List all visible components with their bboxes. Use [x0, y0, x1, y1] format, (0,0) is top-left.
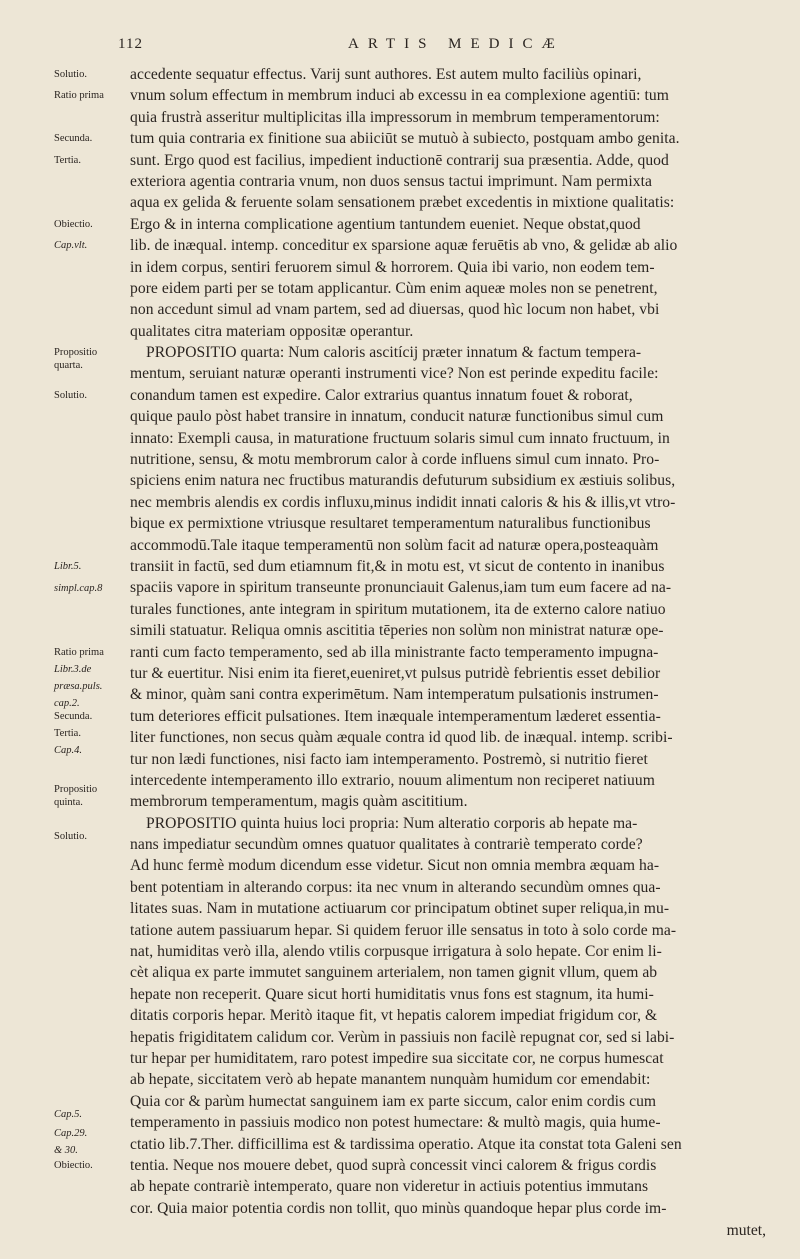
text-line: litates suas. Nam in mutatione actiuarum cor principatum obtinet super reliqua,in mu-	[130, 900, 670, 918]
margin-note: simpl.cap.8	[54, 582, 103, 594]
text-line: simili statuatur. Reliqua omnis ascititia tēperies non solùm non ministrat naturæ ope-	[130, 622, 664, 640]
text-line: cor. Quia maior potentia cordis non tollit, quo minùs quandoque hepar plus corde im-	[130, 1199, 667, 1217]
body-text	[130, 64, 766, 1219]
text-line: bique ex permixtione vtriusque resultaret temperamentum naturalibus functionibus	[130, 515, 651, 533]
text-line: tum quia contraria ex finitione sua abiiciūt se mutuò à subiecto, postquam ambo genita.	[130, 130, 680, 148]
text-line: spaciis vapore in spiritum transeunte pronunciauit Galenus,iam tum eum facere ad na-	[130, 579, 672, 597]
text-line: nutritione, sensu, & motu membrorum calor à corde influens simul cum innato. Pro-	[130, 451, 660, 469]
margin-note: præsa.puls.	[54, 681, 103, 693]
text-line: membrorum temperamentum, magis quàm ascititium.	[130, 793, 468, 811]
text-line: liter functiones, non secus quàm æquale contra id quod lib. de inæqual. intemp. scribi-	[130, 729, 673, 747]
text-line: innato: Exempli causa, in maturatione fructuum solaris simul cum innato fructuum, in	[130, 429, 670, 447]
text-line: Ad hunc fermè modum dicendum esse videtur. Sicut non omnia membra æquam ha-	[130, 857, 660, 875]
text-line: hepatis frigiditatem calidum cor. Verùm in passiuis non facilè repugnat cor, sed si labi-	[130, 1028, 675, 1046]
text-line: nec membris alendis ex cordis influxu,minus indidit innati caloris & his & illis,vt vtro-	[130, 493, 676, 511]
text-line: ctatio lib.7.Ther. difficillima est & tardissima operatio. Atque ita constat tota Galeni sen	[130, 1135, 682, 1153]
text-line: exteriora agentia contraria vnum, non duos sensus tactui imprimunt. Nam permixta	[130, 172, 652, 190]
text-line: quia frustrà asseritur multiplicitas illa impressorum in membrum temperamentorum:	[130, 108, 660, 126]
text-line: tur hepar per humiditatem, raro potest impedire sua siccitate cor, ne corpus humescat	[130, 1049, 664, 1067]
text-line: pore eidem parti per se totam applicantur. Cùm enim aqueæ moles non se penetrent,	[130, 279, 658, 297]
text-line: sunt. Ergo quod est facilius, impedient inductionē contrarij sua præsentia. Adde, quod	[130, 151, 669, 169]
margin-note: Cap.29.	[54, 1128, 88, 1140]
text-line: qualitates citra materiam oppositæ operantur.	[130, 322, 414, 340]
margin-note: Tertia.	[54, 728, 81, 740]
text-line: accedente sequatur effectus. Varij sunt authores. Est autem multo faciliùs opinari,	[130, 66, 642, 83]
page-number: 112	[118, 36, 143, 52]
text-line: tur non lædi functiones, nisi facto iam intemperamento. Postremò, si nutritio fieret	[130, 750, 648, 768]
text-line: accommodū.Tale itaque temperamentū non solùm facit ad naturæ opera,posteaquàm	[130, 536, 659, 554]
text-line: vnum solum effectum in membrum induci ab excessu in ea complexione agentiū: tum	[130, 87, 669, 105]
text-line: spiciens enim natura nec fructibus maturandis defuturum subsidium ex æstiuis solibus,	[130, 472, 676, 490]
margin-note: Ratio prima	[54, 646, 104, 658]
margin-note: quarta.	[54, 360, 83, 372]
text-line: tentia. Neque nos mouere debet, quod suprà concessit vinci calorem & frigus cordis	[130, 1156, 657, 1174]
margin-note: Cap.4.	[54, 745, 83, 757]
margin-note: Tertia.	[54, 154, 81, 166]
margin-note: Libr.3.de	[54, 663, 92, 675]
catchword: mutet,	[726, 1222, 766, 1239]
text-line: hepate non receperit. Quare sicut horti humiditatis vnus fons est stagnum, ita humi-	[130, 985, 654, 1003]
text-line: intercedente intemperamento illo extrario, nouum alimentum non reciperet natiuum	[130, 771, 655, 789]
text-line: non accedunt simul ad vnam partem, sed ad diuersas, quod hìc locum non habet, vbi	[130, 301, 660, 319]
text-line: PROPOSITIO quarta: Num caloris ascitícij præter innatum & factum tempera-	[146, 344, 642, 362]
text-line: lib. de inæqual. intemp. conceditur ex sparsione aquæ feruētis ab vno, & gelidæ ab alio	[130, 237, 678, 255]
margin-note: Ratio prima	[54, 90, 104, 102]
margin-note: Secunda.	[54, 711, 93, 722]
margin-note: Cap.vlt.	[54, 240, 88, 252]
margin-note: Obiectio.	[54, 218, 93, 230]
margin-note: Solutio.	[54, 69, 87, 80]
text-line: ab hepate, siccitatem verò ab hepate manantem nunquàm humidum cor emendabit:	[130, 1071, 651, 1089]
margin-note: Libr.5.	[54, 561, 82, 573]
margin-note: Obiectio.	[54, 1160, 93, 1172]
text-line: transiit in factū, sed dum etiamnum fit,& in motu est, vt sicut de contento in inanibus	[130, 557, 665, 575]
text-line: ditatis corporis hepar. Meritò itaque fit, vt hepatis calorem impediat frigidum cor, &	[130, 1007, 658, 1025]
text-line: ranti cum facto temperamento, sed ab illa ministrante facto temperamento impugna-	[130, 643, 659, 661]
margin-note: Solutio.	[54, 830, 87, 842]
text-line: nans impediatur secundùm omnes quatuor qualitates à contrariè temperato corde?	[130, 836, 643, 854]
margin-note: quinta.	[54, 796, 83, 808]
margin-note: Propositio	[54, 347, 98, 359]
text-line: tur & euertitur. Nisi enim ita fieret,eueniret,vt pulsus putridè febrientis esset debilior	[130, 664, 661, 682]
text-line: PROPOSITIO quinta huius loci propria: Num alteratio corporis ab hepate ma-	[146, 814, 638, 832]
margin-note: Solutio.	[54, 390, 87, 401]
text-line: turales functiones, ante integram in spiritum mutationem, ita de externo calore natiuo	[130, 600, 666, 618]
text-line: nat, humiditas verò illa, alendo vtilis corpusque irrigatura à solo hepate. Cor enim li-	[130, 943, 662, 961]
margin-note: Secunda.	[54, 133, 93, 145]
text-line: conandum tamen est expedire. Calor extrarius quantus innatum fouet & roborat,	[130, 386, 633, 404]
margin-note: cap.2.	[54, 698, 80, 710]
text-line: & minor, quàm sani contra experimētum. Nam intemperatum pulsationis instrumen-	[130, 686, 659, 704]
text-line: in idem corpus, sentiri feruorem simul & horrorem. Quia ibi vario, non eodem tem-	[130, 258, 655, 276]
text-line: cèt aliqua ex parte immutet sanguinem arterialem, non tamen gignit vllum, quem ab	[130, 964, 658, 982]
margin-note: Cap.5.	[54, 1109, 83, 1121]
text-line: Ergo & in interna complicatione agentium tantundem eueniet. Neque obstat,quod	[130, 215, 641, 233]
text-line: temperamento in passiuis modico non potest humectare: & multò magis, quia hume-	[130, 1114, 661, 1132]
page-header	[118, 36, 770, 60]
text-line: bent potentiam in alterando corpus: ita nec vnum in alterando secundùm omnes qua-	[130, 878, 661, 896]
running-title: ARTIS MEDICÆ	[348, 36, 564, 52]
text-line: quique paulo pòst habet transire in innatum, conducit naturæ functionibus simul cum	[130, 408, 664, 426]
text-line: tum deteriores efficit pulsationes. Item inæquale intemperamentum læderet essentia-	[130, 707, 661, 725]
margin-note: & 30.	[54, 1145, 78, 1157]
margin-note: Propositio	[54, 783, 98, 795]
text-line: ab hepate contrariè intemperato, quare non videretur in actiuis potentius immutans	[130, 1178, 649, 1196]
text-line: Quia cor & parùm humectat sanguinem iam ex parte siccum, calor enim cordis cum	[130, 1092, 657, 1110]
text-line: mentum, seruiant naturæ operanti instrumenti vice? Non est perinde expeditu facile:	[130, 365, 659, 383]
text-line: tatione autem passiuarum hepar. Si quidem feruor ille sensatus in toto à solo corde ma-	[130, 921, 677, 939]
text-line: aqua ex gelida & feruente solam sensationem præbet excedentis in mixtione qualitatis:	[130, 194, 675, 212]
